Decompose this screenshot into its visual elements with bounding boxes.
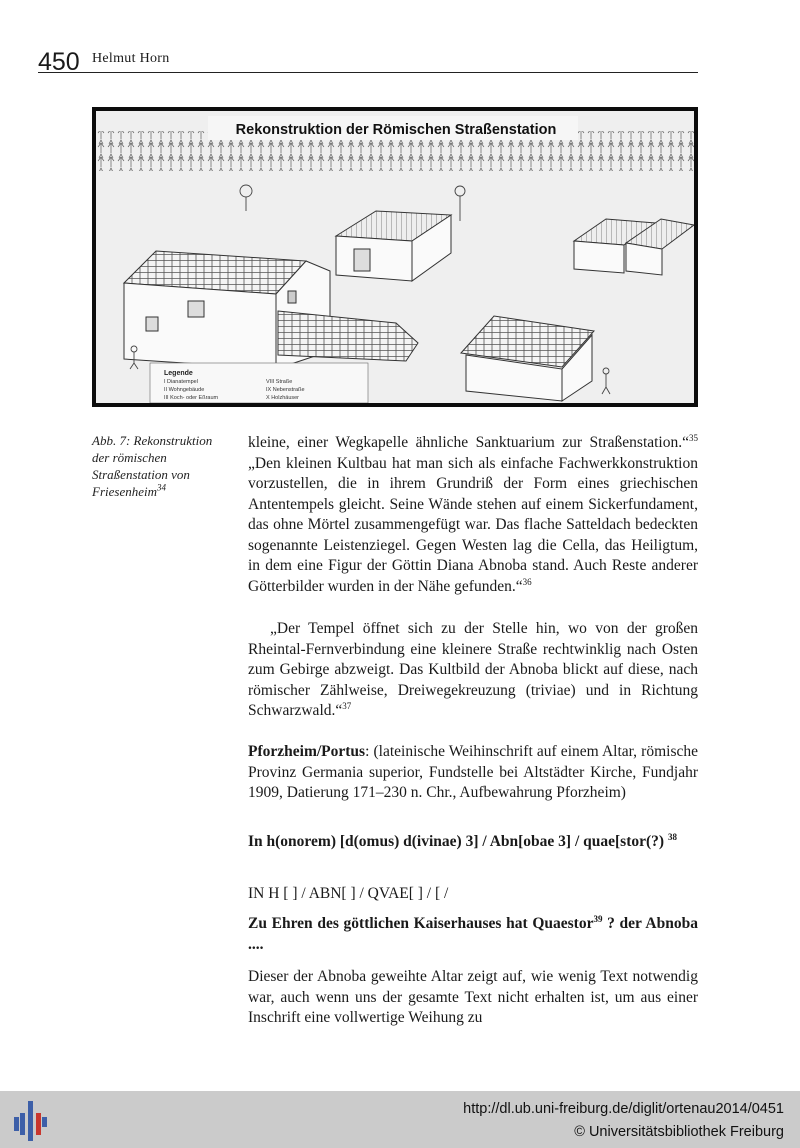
translation-text-a: Zu Ehren des göttlichen Kaiserhauses hat Quaestor <box>248 915 594 932</box>
paragraph-2-text: „Der Tempel öffnet sich zu der Stelle hin, wo von der großen Rheintal-Fernverbindung eine kleinere Straße rechtwinklig nach Osten zum Gebirge abzweigt. Das Kultbild der Abnoba blickt auf diese, nach römischer Zählweise, Dreiwegekreuzung (triviae) und in Richtung Schwarzwald.“ <box>248 620 698 719</box>
reconstruction-drawing <box>96 111 694 403</box>
library-logo-icon <box>10 1099 50 1143</box>
translation-text-b: ? der Abnoba .... <box>248 915 698 953</box>
section-heading: Pforzheim/Portus <box>248 743 366 760</box>
running-head-author: Helmut Horn <box>92 51 170 66</box>
figure-caption <box>92 432 220 500</box>
caption-text: Abb. 7: Rekonstruktion der römischen Straßenstation von Friesenheim <box>92 433 213 499</box>
footnote-ref-38: 38 <box>667 831 677 842</box>
legend-item: IX Nebenstraße <box>266 387 305 393</box>
inscription-translation <box>248 914 698 955</box>
copyright-notice: © Universitätsbibliothek Freiburg <box>574 1124 784 1140</box>
inscription-expanded <box>248 832 698 853</box>
paragraph-1-text-b: „Den kleinen Kultbau hat man sich als einfache Fachwerkkonstruktion vorzustellen, die in ihrem Grundriß der Form eines griechischen Antentempels gleicht. Seine Wände stehen auf einem Sickerfundament, das ohne Mörtel zusammengefügt war. Das flache Satteldach bedeckten sogenannte Leistenziegel. Gegen Westen lag die Cella, das Heiligtum, in dem eine Figur der Göttin Diana Abnoba stand. Auch Reste anderer Götterbilder wurden in der Nähe gefunden.“ <box>248 454 698 595</box>
paragraph-3 <box>248 967 698 1029</box>
page-number: 450 <box>38 48 80 76</box>
paragraph-3-text: Dieser der Abnoba geweihte Altar zeigt auf, wie wenig Text notwendig war, auch wenn uns der gesamte Text nicht erhalten ist, um aus einer Inschrift eine vollwertige Weihung zu <box>248 968 698 1026</box>
legend-item: VIII Straße <box>266 379 293 385</box>
footnote-ref-35: 35 <box>689 432 698 443</box>
legend-item: I Dianatempel <box>164 379 198 385</box>
inscription-expanded-text: In h(onorem) [d(omus) d(ivinae) 3] / Abn[obae 3] / quae[stor(?) <box>248 833 665 850</box>
legend-item: III Koch- oder Eßraum <box>164 395 219 401</box>
source-url-link[interactable]: http://dl.ub.uni-freiburg.de/diglit/ortenau2014/0451 <box>463 1101 784 1117</box>
reconstruction-figure <box>92 107 698 407</box>
page-header <box>38 46 698 76</box>
footnote-ref-36: 36 <box>522 576 532 587</box>
legend-title: Legende <box>164 370 193 377</box>
paragraph-2 <box>248 619 698 722</box>
inscription-raw-text: IN H [ ] / ABN[ ] / QVAE[ ] / [ / <box>248 885 449 902</box>
footnote-ref-39: 39 <box>593 913 603 924</box>
footnote-ref-37: 37 <box>342 700 352 711</box>
inscription-raw <box>248 884 698 905</box>
caption-footnote-ref: 34 <box>156 482 166 493</box>
legend-item: X Holzhäuser <box>266 395 300 401</box>
paragraph-1-text-a: kleine, einer Wegkapelle ähnliche Sanktuarium zur Straßenstation.“ <box>248 434 689 451</box>
legend-item: II Wohngebäude <box>164 387 205 393</box>
paragraph-1 <box>248 433 698 597</box>
section-description: : (lateinische Weihinschrift auf einem Altar, römische Provinz Germania superior, Fundstelle bei Altstädter Kirche, Fundjahr 1909, Datierung 171–230 n. Chr., Aufbewahrung Pforzheim) <box>248 743 698 801</box>
footer-bar <box>0 1091 800 1148</box>
figure-title: Rekonstruktion der Römischen Straßenstation <box>235 122 557 138</box>
section-pforzheim <box>248 742 698 804</box>
